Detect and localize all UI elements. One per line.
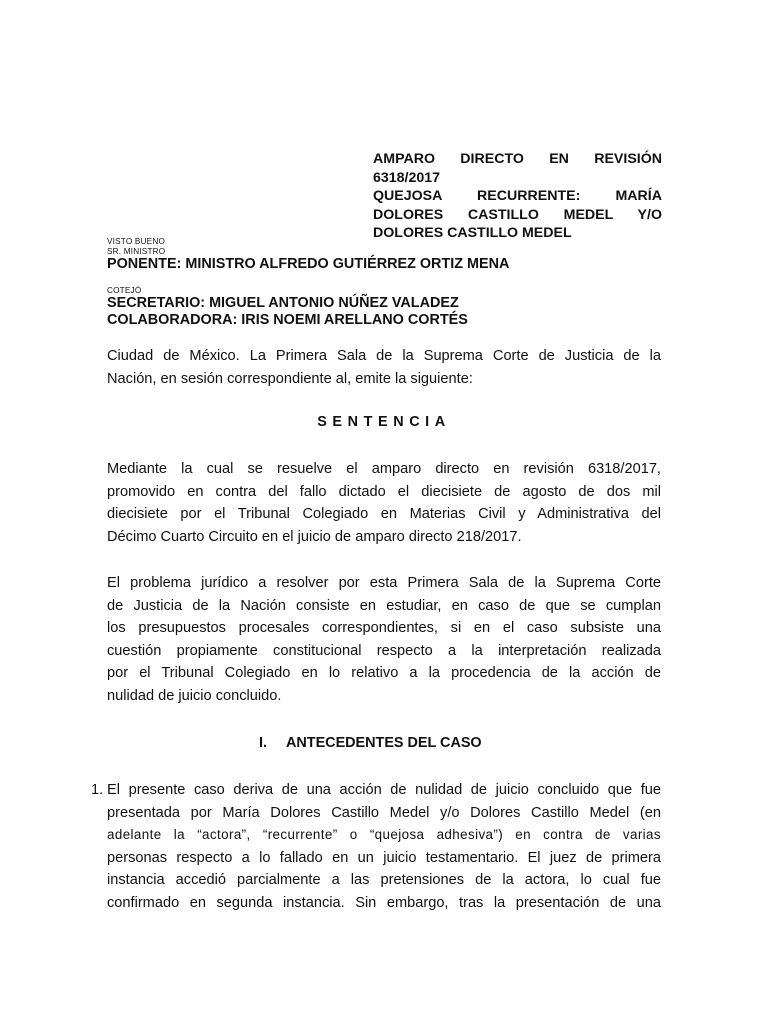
section-heading bbox=[259, 735, 482, 751]
case-header bbox=[373, 150, 662, 243]
section-number: I. bbox=[259, 735, 267, 751]
secretario-line: SECRETARIO: MIGUEL ANTONIO NÚÑEZ VALADEZ bbox=[107, 295, 459, 311]
paragraph-line: El presente caso deriva de una acción de nulidad de juicio concluido que fue bbox=[107, 782, 661, 798]
paragraph-line: Mediante la cual se resuelve el amparo directo en revisión 6318/2017, bbox=[107, 461, 661, 477]
visto-bueno-line: VISTO BUENO bbox=[107, 237, 166, 246]
case-header-line: 6318/2017 bbox=[373, 169, 441, 186]
sentencia-title: SENTENCIA bbox=[317, 414, 451, 430]
visto-bueno-label bbox=[107, 237, 165, 256]
paragraph-line: por el Tribunal Colegiado en lo relativo a la procedencia de la acción de bbox=[107, 665, 661, 682]
paragraph-line: Ciudad de México. La Primera Sala de la Suprema Corte de Justicia de la bbox=[107, 348, 661, 364]
paragraph-line: diecisiete por el Tribunal Colegiado en Materias Civil y Administrativa del bbox=[107, 506, 661, 523]
case-header-line: QUEJOSA RECURRENTE: MARÍA bbox=[373, 188, 662, 204]
paragraph-line: Nación, en sesión correspondiente al, emite la siguiente: bbox=[107, 370, 473, 387]
paragraph-line: instancia accedió parcialmente a las pretensiones de la actora, lo cual fue bbox=[107, 872, 661, 889]
paragraph-line: adelante la “actora”, “recurrente” o “quejosa adhesiva”) en contra de varias bbox=[107, 827, 661, 843]
ponente-line: PONENTE: MINISTRO ALFREDO GUTIÉRREZ ORTIZ MENA bbox=[107, 256, 510, 272]
colaboradora-line: COLABORADORA: IRIS NOEMI ARELLANO CORTÉS bbox=[107, 312, 468, 328]
case-header-line: DOLORES CASTILLO MEDEL Y/O bbox=[373, 206, 662, 223]
list-item bbox=[107, 779, 661, 915]
intro-paragraph bbox=[107, 345, 661, 390]
paragraph-2 bbox=[107, 572, 661, 708]
paragraph-line: presentada por María Dolores Castillo Medel y/o Dolores Castillo Medel (en bbox=[107, 804, 661, 821]
paragraph-line: Décimo Cuarto Circuito en el juicio de amparo directo 218/2017. bbox=[107, 528, 522, 545]
case-header-line: AMPARO DIRECTO EN REVISIÓN bbox=[373, 151, 662, 167]
paragraph-line: confirmado en segunda instancia. Sin embargo, tras la presentación de una bbox=[107, 894, 661, 911]
cotejo-label: COTEJÓ bbox=[107, 286, 142, 295]
paragraph-line: promovido en contra del fallo dictado el diecisiete de agosto de dos mil bbox=[107, 483, 661, 500]
paragraph-line: nulidad de juicio concluido. bbox=[107, 687, 282, 704]
case-header-line: DOLORES CASTILLO MEDEL bbox=[373, 225, 572, 241]
paragraph-line: cuestión propiamente constitucional respecto a la interpretación realizada bbox=[107, 642, 661, 659]
section-title-text: ANTECEDENTES DEL CASO bbox=[286, 735, 482, 751]
paragraph-line: los presupuestos procesales correspondientes, si en el caso subsiste una bbox=[107, 620, 661, 637]
paragraph-line: de Justicia de la Nación consiste en estudiar, en caso de que se cumplan bbox=[107, 597, 661, 614]
paragraph-line: El problema jurídico a resolver por esta Primera Sala de la Suprema Corte bbox=[107, 575, 661, 591]
sr-ministro-line: SR. MINISTRO bbox=[107, 246, 166, 256]
list-item-number: 1. bbox=[91, 782, 104, 798]
paragraph-line: personas respecto a lo fallado en un juicio testamentario. El juez de primera bbox=[107, 849, 661, 866]
paragraph-1 bbox=[107, 458, 661, 548]
